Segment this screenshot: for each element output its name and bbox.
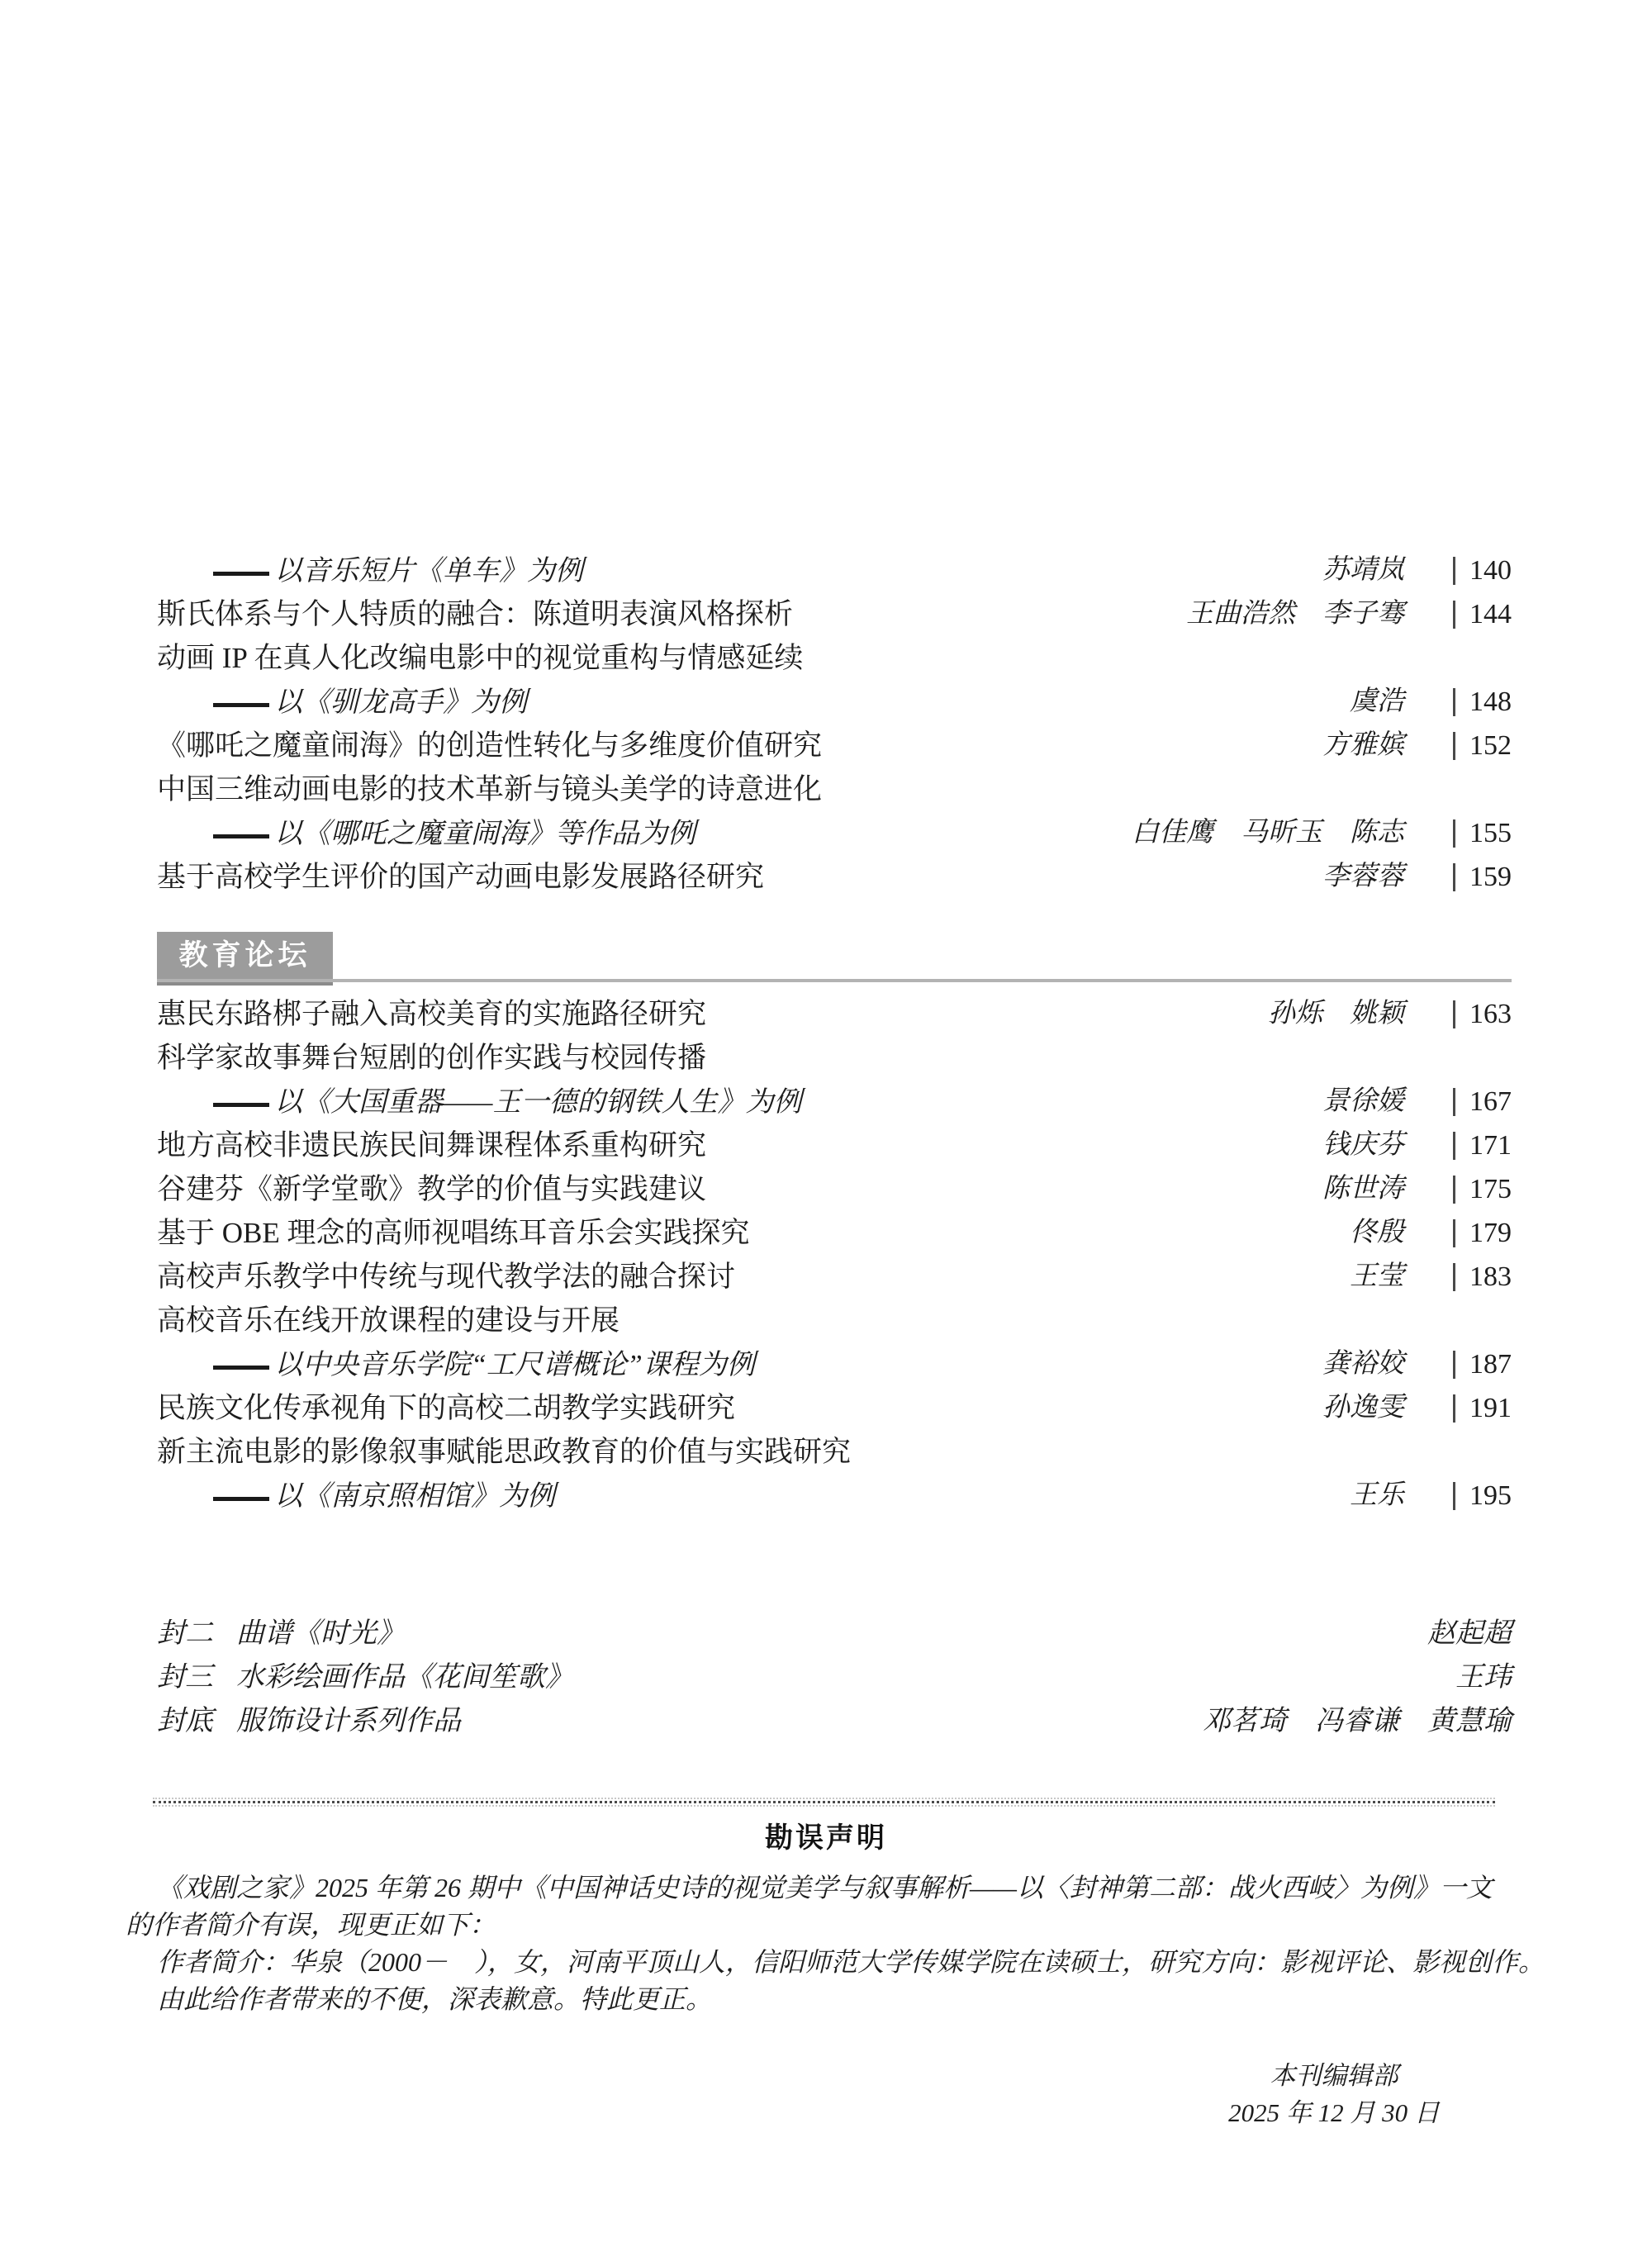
article-title: 谷建芬《新学堂歌》教学的价值与实践建议 <box>157 1173 707 1205</box>
author-names: 龚裕姣 <box>1322 1349 1404 1379</box>
toc-row <box>157 1080 1512 1123</box>
page-number: 179 <box>1469 1218 1512 1248</box>
page-ref <box>1453 1386 1512 1430</box>
page-ref <box>1453 855 1512 899</box>
author-names: 赵起超 <box>1427 1618 1512 1649</box>
erratum-title: 勘误声明 <box>765 1822 887 1854</box>
erratum-line: 的作者简介有误，现更正如下： <box>126 1910 496 1940</box>
page-number: 171 <box>1469 1130 1512 1161</box>
page-ref <box>1453 724 1512 767</box>
author-names: 孙烁 姚颖 <box>1268 999 1404 1028</box>
page-number: 167 <box>1469 1086 1512 1117</box>
page-ref <box>1453 1167 1512 1211</box>
toc-row <box>157 992 1512 1036</box>
article-title: 民族文化传承视角下的高校二胡教学实践研究 <box>157 1392 736 1424</box>
article-title: 斯氏体系与个人特质的融合：陈道明表演风格探析 <box>157 598 794 630</box>
toc-row <box>157 1211 1512 1255</box>
toc-section-continued <box>157 549 1512 899</box>
page-separator-bar <box>1453 1088 1455 1116</box>
signature-block <box>1156 2057 1512 2131</box>
erratum-line: 《戏剧之家》2025 年第 26 期中《中国神话史诗的视觉美学与叙事解析——以〈封神第二部：战火西岐〉为例》一文 <box>157 1873 1493 1902</box>
author-names: 佟殷 <box>1350 1218 1404 1247</box>
cover-label: 封三 <box>157 1662 213 1693</box>
cover-row <box>157 1612 1512 1655</box>
erratum-body <box>126 1869 1545 2018</box>
page-separator-bar <box>1453 1219 1455 1247</box>
toc-row <box>157 767 1512 811</box>
page-separator-bar <box>1453 688 1455 716</box>
page-separator-bar <box>1453 863 1455 891</box>
page-number: 140 <box>1469 555 1512 586</box>
page-separator-bar <box>1453 601 1455 629</box>
article-title: 《哪吒之魔童闹海》的创造性转化与多维度价值研究 <box>157 729 823 762</box>
article-title: 科学家故事舞台短剧的创作实践与校园传播 <box>157 1042 707 1074</box>
page-number: 175 <box>1469 1174 1512 1204</box>
toc-row <box>157 1167 1512 1211</box>
toc-row <box>157 1342 1512 1386</box>
leader-dash <box>213 1366 269 1370</box>
cover-items <box>157 1612 1512 1743</box>
leader-dash <box>213 703 269 707</box>
section-header-education-forum <box>157 932 1512 986</box>
article-title: 以《大国重器——王一德的钢铁人生》为例 <box>213 1087 801 1118</box>
page-ref <box>1453 1080 1512 1123</box>
article-title: 中国三维动画电影的技术革新与镜头美学的诗意进化 <box>157 773 823 805</box>
dotted-divider-light-bottom <box>153 1805 1495 1807</box>
page-ref <box>1453 1255 1512 1299</box>
article-title: 以中央音乐学院“工尺谱概论”课程为例 <box>213 1350 755 1380</box>
page-separator-bar <box>1453 557 1455 585</box>
leader-dash <box>213 572 269 576</box>
article-title: 惠民东路梆子融入高校美育的实施路径研究 <box>157 998 707 1030</box>
toc-row <box>157 1299 1512 1342</box>
page-separator-bar <box>1453 1000 1455 1028</box>
author-names: 虞浩 <box>1350 686 1404 716</box>
toc-row <box>157 1386 1512 1430</box>
page-separator-bar <box>1453 1176 1455 1204</box>
toc-row <box>157 680 1512 724</box>
page-ref <box>1453 1211 1512 1255</box>
page-number: 187 <box>1469 1349 1512 1380</box>
article-title: 高校声乐教学中传统与现代教学法的融合探讨 <box>157 1261 736 1293</box>
cover-title: 服饰设计系列作品 <box>236 1706 461 1736</box>
article-title: 地方高校非遗民族民间舞课程体系重构研究 <box>157 1129 707 1161</box>
section-header-box: 教育论坛 <box>157 932 333 986</box>
page-ref <box>1453 592 1512 636</box>
author-names: 孙逸雯 <box>1322 1393 1404 1423</box>
toc-row <box>157 1123 1512 1167</box>
toc-row <box>157 1255 1512 1299</box>
page-ref <box>1453 680 1512 724</box>
toc-row <box>157 724 1512 767</box>
author-names: 邓茗琦 冯睿谦 黄慧瑜 <box>1203 1706 1512 1736</box>
toc-row <box>157 549 1512 592</box>
article-title: 以《哪吒之魔童闹海》等作品为例 <box>213 819 695 849</box>
page-number: 152 <box>1469 730 1512 761</box>
page-separator-bar <box>1453 1394 1455 1423</box>
article-title: 新主流电影的影像叙事赋能思政教育的价值与实践研究 <box>157 1436 852 1468</box>
page-number: 195 <box>1469 1480 1512 1511</box>
author-names: 陈世涛 <box>1322 1174 1404 1204</box>
toc-row <box>157 636 1512 680</box>
leader-dash <box>213 1103 269 1107</box>
page-separator-bar <box>1453 1351 1455 1379</box>
article-title: 以音乐短片《单车》为例 <box>213 556 583 587</box>
article-title: 基于高校学生评价的国产动画电影发展路径研究 <box>157 861 765 893</box>
page-separator-bar <box>1453 1132 1455 1160</box>
article-title: 动画 IP 在真人化改编电影中的视觉重构与情感延续 <box>157 642 804 674</box>
cover-title: 曲谱《时光》 <box>236 1618 405 1649</box>
toc-row <box>157 855 1512 899</box>
author-names: 苏靖岚 <box>1322 555 1404 585</box>
section-header-rule <box>157 979 1512 982</box>
dotted-divider-light-top <box>153 1798 1495 1799</box>
page-separator-bar <box>1453 1263 1455 1291</box>
author-names: 方雅嫔 <box>1322 730 1404 760</box>
page-ref <box>1453 1474 1512 1518</box>
author-names: 王莹 <box>1350 1261 1404 1291</box>
page-ref <box>1453 1342 1512 1386</box>
cover-label: 封底 <box>157 1706 213 1736</box>
toc-row <box>157 592 1512 636</box>
author-names: 白佳鹰 马昕玉 陈志 <box>1132 818 1404 848</box>
dotted-divider <box>153 1798 1495 1807</box>
leader-dash <box>213 1497 269 1501</box>
article-title: 基于 OBE 理念的高师视唱练耳音乐会实践探究 <box>157 1217 750 1249</box>
toc-row <box>157 1430 1512 1474</box>
toc-section-education-forum <box>157 992 1512 1518</box>
page-number: 183 <box>1469 1261 1512 1292</box>
page-number: 144 <box>1469 599 1512 629</box>
author-names: 王玮 <box>1455 1662 1512 1693</box>
erratum-line: 由此给作者带来的不便，深表歉意。特此更正。 <box>157 1984 713 2014</box>
erratum-notice <box>126 1822 1545 2018</box>
page-ref <box>1453 1123 1512 1167</box>
toc <box>157 549 1512 1743</box>
page-ref <box>1453 992 1512 1036</box>
erratum-line: 作者简介：华泉（2000－ ），女，河南平顶山人，信阳师范大学传媒学院在读硕士，研究方向：影视评论、影视创作。 <box>157 1947 1545 1977</box>
leader-dash <box>213 834 269 838</box>
page-separator-bar <box>1453 1482 1455 1510</box>
article-title: 高校音乐在线开放课程的建设与开展 <box>157 1304 620 1337</box>
author-names: 李蓉蓉 <box>1322 862 1404 891</box>
page-number: 159 <box>1469 862 1512 892</box>
cover-row <box>157 1699 1512 1743</box>
signature-date: 2025 年 12 月 30 日 <box>1228 2098 1440 2127</box>
cover-label: 封二 <box>157 1618 213 1649</box>
page-number: 191 <box>1469 1393 1512 1423</box>
page-number: 148 <box>1469 686 1512 717</box>
page-number: 155 <box>1469 818 1512 848</box>
cover-title: 水彩绘画作品《花间笙歌》 <box>236 1662 573 1693</box>
page-number: 163 <box>1469 999 1512 1029</box>
author-names: 王乐 <box>1350 1480 1404 1510</box>
toc-row <box>157 1036 1512 1080</box>
article-title: 以《南京照相馆》为例 <box>213 1481 555 1512</box>
cover-row <box>157 1655 1512 1699</box>
page-separator-bar <box>1453 819 1455 848</box>
dotted-divider-dark-middle <box>153 1801 1495 1803</box>
author-names: 景徐媛 <box>1322 1086 1404 1116</box>
author-names: 钱庆芬 <box>1322 1130 1404 1160</box>
editorial-department-name: 本刊编辑部 <box>1270 2061 1398 2090</box>
author-names: 王曲浩然 李子骞 <box>1186 599 1404 629</box>
toc-row <box>157 811 1512 855</box>
page-separator-bar <box>1453 732 1455 760</box>
page-ref <box>1453 811 1512 855</box>
toc-row <box>157 1474 1512 1518</box>
page-ref <box>1453 549 1512 592</box>
article-title: 以《驯龙高手》为例 <box>213 687 527 718</box>
